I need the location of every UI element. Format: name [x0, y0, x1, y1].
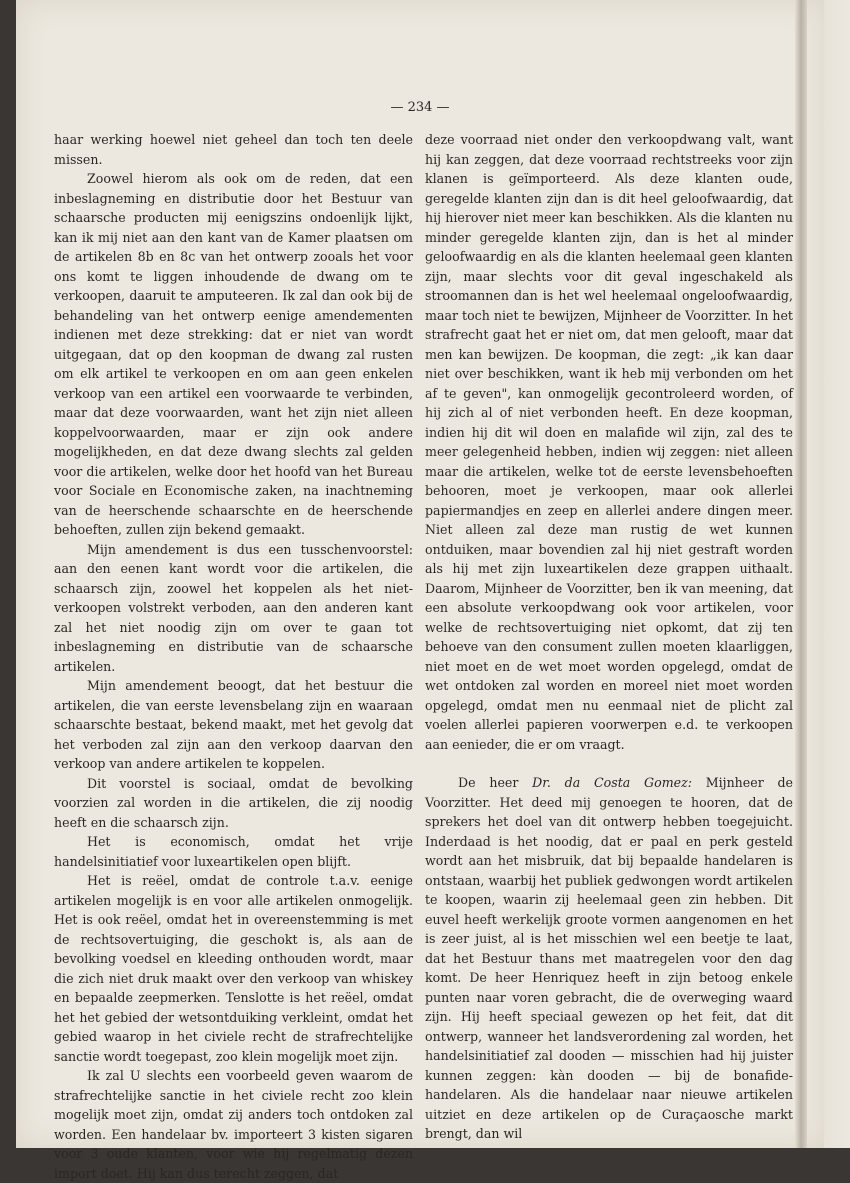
paragraph: Dit voorstel is sociaal, omdat de bevolking voorzien zal worden in die artikelen, die zij noodig heeft en die schaarsch zijn. — [54, 775, 413, 830]
paragraph: Mijn amendement is dus een tusschenvoorstel: aan den eenen kant wordt voor die artikelen, die schaarsch zijn, zoowel het koppelen als het niet-verkoopen volstrekt verboden, aan den anderen kant zal het niet noodig zijn om over te gaan tot inbeslagneming en distributie van de schaarsche artikelen. — [54, 541, 413, 674]
paragraph: deze voorraad niet onder den verkoopdwang valt, want hij kan zeggen, dat deze voorraad rechtstreeks voor zijn klanen is geïmporteerd. Als deze klanten oude, geregelde klanten zijn dan is dit heel geloofwaardig, dat hij hierover niet meer kan beschikken. Als die klanten nu minder geregelde klanten zijn, dan is het al minder geloofwaardig en als die klanten heelemaal geen klanten zijn, maar slechts voor dit geval ingeschakeld als stroomannen dan is het wel heelemaal ongeloofwaardig, maar toch niet te bewijzen, Mijnheer de Voorzitter. In het strafrecht gaat het er niet om, dat men gelooft, maar dat men kan bewijzen. De koopman, die zegt: „ik kan daar niet over beschikken, want ik heb mij verbonden om het af te geven", kan onmogelijk gecontroleerd worden, of hij zich al of niet verbonden heeft. En deze koopman, indien hij dit wil doen en malafide wil zijn, zal des te meer gelegenheid hebben, indien wij zeggen: niet alleen maar die artikelen, welke tot de eerste levensbehoeften behooren, moet je verkoopen, maar ook allerlei papiermandjes en zeep en allerlei andere dingen meer. Niet alleen zal deze man rustig de wet kunnen ontduiken, maar bovendien zal hij niet gestraft worden als hij met zijn luxeartikelen deze grappen uithaalt. Daarom, Mijnheer de Voorzitter, ben ik van meening, dat een absolute verkoopdwang ook voor artikelen, voor welke de rechtsovertuiging niet opkomt, dat zij ten behoeve van den consument zullen moeten klaarliggen, niet moet en de wet moet worden opgelegd, omdat de wet ontdoken zal worden en moreel niet moet worden opgelegd, omdat men nu eenmaal niet de plicht zal voelen allerlei papieren voorwerpen e.d. te verkoopen aan eenieder, die er om vraagt. — [425, 132, 793, 752]
paragraph: Het is economisch, omdat het vrije handelsinitiatief voor luxeartikelen open blijft. — [54, 834, 413, 869]
document-page — [16, 0, 824, 1181]
right-column — [425, 130, 793, 1144]
speaker-prefix: De heer — [458, 775, 533, 790]
paragraph: Zoowel hierom als ook om de reden, dat een inbeslagneming en distributie door het Bestuur van schaarsche producten mij eenigszins ondoenlijk lijkt, kan ik mij niet aan den kant van de Kamer plaatsen om de artikelen 8b en 8c van het ontwerp zooals het voor ons komt te liggen inhoudende de dwang om te verkoopen, daaruit te amputeeren. Ik zal dan ook bij de behandeling van het ontwerp eenige amendementen indienen met deze strekking: dat er niet van wordt uitgegaan, dat op den koopman de dwang zal rusten om elk artikel te verkoopen en om aan geen enkelen verkoop van een artikel een voorwaarde te verbinden, maar dat deze voorwaarden, want het zijn niet alleen koppelvoorwaarden, maar er zijn ook andere mogelijkheden, en dat deze dwang slechts zal gelden voor die artikelen, welke door het hoofd van het Bureau voor Sociale en Economische zaken, na inachtneming van de heerschende schaarschte en de heerschende behoeften, zullen zijn bekend gemaakt. — [54, 171, 413, 537]
page-gutter — [795, 0, 807, 1148]
speaker-text: Mijnheer de Voorzitter. Het deed mij genoegen te hooren, dat de sprekers het doel van dit ontwerp hebben toegejuicht. Inderdaad is het noodig, dat er paal en perk gesteld wordt aan het misbruik, dat bij bepaalde handelaren is ontstaan, waarbij het publiek gedwongen wordt artikelen te koopen, waarin zij heelemaal geen zin hebben. Dit euvel heeft werkelijk groote vormen aangenomen en het is zeer juist, al is het misschien wel een beetje te laat, dat het Bestuur thans met maatregelen voor den dag komt. De heer Henriquez heeft in zijn betoog enkele punten naar voren gebracht, die de overweging waard zijn. Hij heeft speciaal gewezen op het feit, dat dit ontwerp, wanneer het landsverordening zal worden, het handelsinitiatief zal dooden — misschien had hij juister kunnen zeggen: kàn dooden — bij de bonafide-handelaren. Als die handelaar naar nieuwe artikelen uitziet en deze artikelen op de Curaçaosche markt brengt, dan wil — [425, 775, 794, 1141]
paragraph: Mijn amendement beoogt, dat het bestuur die artikelen, die van eerste levensbelang zijn en waaraan schaarschte bestaat, bekend maakt, met het gevolg dat het verboden zal zijn aan den verkoop daarvan den verkoop van andere artikelen te koppelen. — [54, 678, 413, 771]
speaker-name: Dr. da Costa Gomez: — [532, 775, 692, 790]
page-number: — 234 — — [390, 100, 450, 115]
paragraph: Het is reëel, omdat de controle t.a.v. eenige artikelen mogelijk is en voor alle artikelen onmogelijk. Het is ook reëel, omdat het in overeenstemming is met de rechtsovertuiging, die geschokt is, als aan de bevolking voedsel en kleeding onthouden wordt, maar die zich niet druk maakt over den verkoop van whiskey en bepaalde zeepmerken. Tenslotte is het reëel, omdat het het gebied der wetsontduiking verkleint, omdat het gebied waarop in het civiele recht de strafrechtelijke sanctie wordt toegepast, zoo klein mogelijk moet zijn. — [54, 873, 413, 1064]
paragraph: haar werking hoewel niet geheel dan toch ten deele missen. — [54, 132, 413, 167]
left-column — [54, 130, 413, 1183]
speaker-paragraph — [425, 773, 793, 1144]
paragraph: Ik zal U slechts een voorbeeld geven waarom de strafrechtelijke sanctie in het civiele recht zoo klein mogelijk moet zijn, omdat zij anders toch ontdoken zal worden. Een handelaar bv. importeert 3 kisten sigaren voor 3 oude klanten, voor wie hij regelmatig dezen import doet. Hij kan dus terecht zeggen, dat — [54, 1068, 413, 1181]
